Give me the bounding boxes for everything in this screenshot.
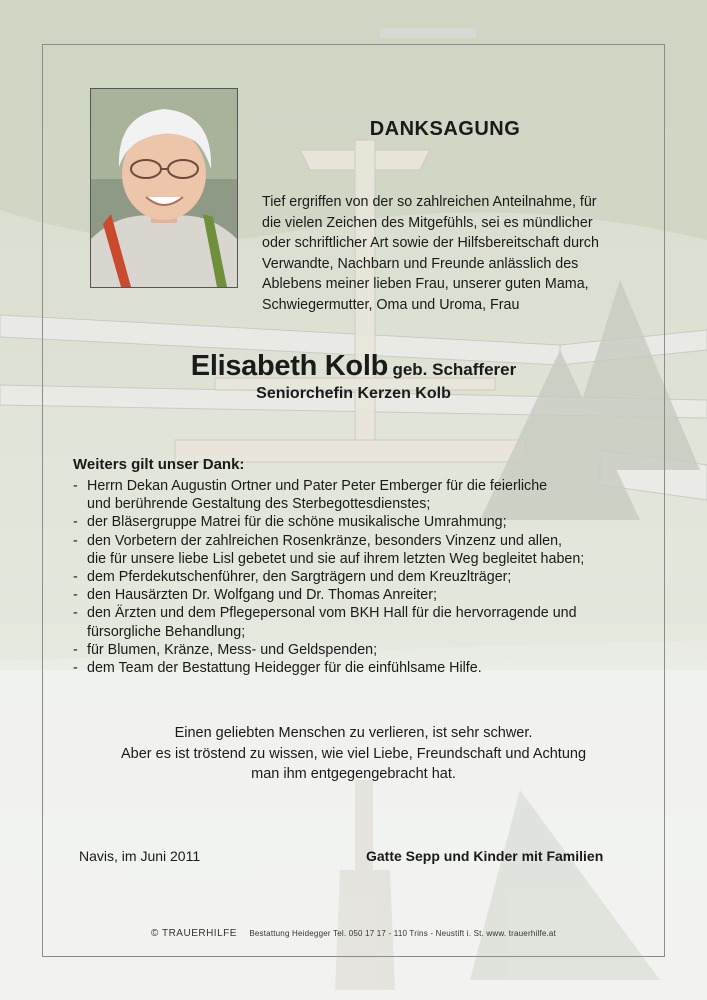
quote-line: man ihm entgegengebracht hat. [251,766,456,782]
list-item-line: die für unsere liebe Lisl gebetet und sie auf ihrem letzten Weg begleitet haben; [87,550,585,567]
footer [0,928,707,939]
list-item [73,586,643,604]
intro-line: Verwandte, Nachbarn und Freunde anlässlich des [262,255,579,272]
trauerhilfe-logo: © TRAUERHILFE [151,928,237,939]
list-item-line: - Herrn Dekan Augustin Ortner und Pater Peter Emberger für die feierliche [87,478,548,494]
list-item-line: - den Ärzten und dem Pflegepersonal vom BKH Hall für die hervorragende und [87,605,577,622]
list-item [73,604,643,640]
portrait-photo [90,88,238,288]
list-item [73,513,643,531]
list-item [73,532,643,568]
intro-line: oder schriftlicher Art sowie der Hilfsbereitschaft durch [262,235,599,251]
closing-quote [0,723,707,785]
page-title: DANKSAGUNG [369,118,521,140]
quote-line: Einen geliebten Menschen zu verlieren, ist sehr schwer. [174,725,533,741]
signature-line: Gatte Sepp und Kinder mit Familien [366,848,604,864]
list-item-line: - den Hausärzten Dr. Wolfgang und Dr. Thomas Anreiter; [87,587,437,604]
quote-line: Aber es ist tröstend zu wissen, wie viel Liebe, Freundschaft und Achtung [120,745,587,762]
intro-line: Tief ergriffen von der so zahlreichen Anteilnahme, für [262,194,597,210]
deceased-name-line [0,350,707,383]
deceased-maiden-name: geb. Schafferer [392,360,517,379]
deceased-role: Seniorchefin Kerzen Kolb [256,385,451,402]
thanks-list [73,477,643,677]
intro-line: Ablebens meiner lieben Frau, unserer guten Mama, [262,276,589,292]
list-item-line: fürsorgliche Behandlung; [87,623,246,640]
list-item [73,641,643,659]
list-item [73,568,643,586]
place-date: Navis, im Juni 2011 [79,848,201,864]
thanks-heading: Weiters gilt unser Dank: [73,456,245,473]
list-item [73,659,643,677]
intro-line: Schwiegermutter, Oma und Uroma, Frau [262,296,520,313]
list-item-line: - dem Team der Bestattung Heidegger für die einfühlsame Hilfe. [87,660,482,677]
list-item [73,477,643,513]
intro-line: die vielen Zeichen des Mitgefühls, sei es mündlicher [262,214,593,231]
list-item-line: - dem Pferdekutschenführer, den Sargträgern und dem Kreuzlträger; [87,569,512,586]
footer-text: Bestattung Heidegger Tel. 050 17 17 - 110 Trins - Neustift i. St. www. trauerhilfe.at [249,929,556,938]
list-item-line: und berührende Gestaltung des Sterbegottesdienstes; [87,496,431,513]
list-item-line: - den Vorbetern der zahlreichen Rosenkränze, besonders Vinzenz und allen, [87,532,563,549]
list-item-line: - für Blumen, Kränze, Mess- und Geldspenden; [87,641,378,658]
intro-text [262,192,628,315]
list-item-line: - der Bläsergruppe Matrei für die schöne musikalische Umrahmung; [87,514,507,531]
deceased-name: Elisabeth Kolb [190,350,388,382]
